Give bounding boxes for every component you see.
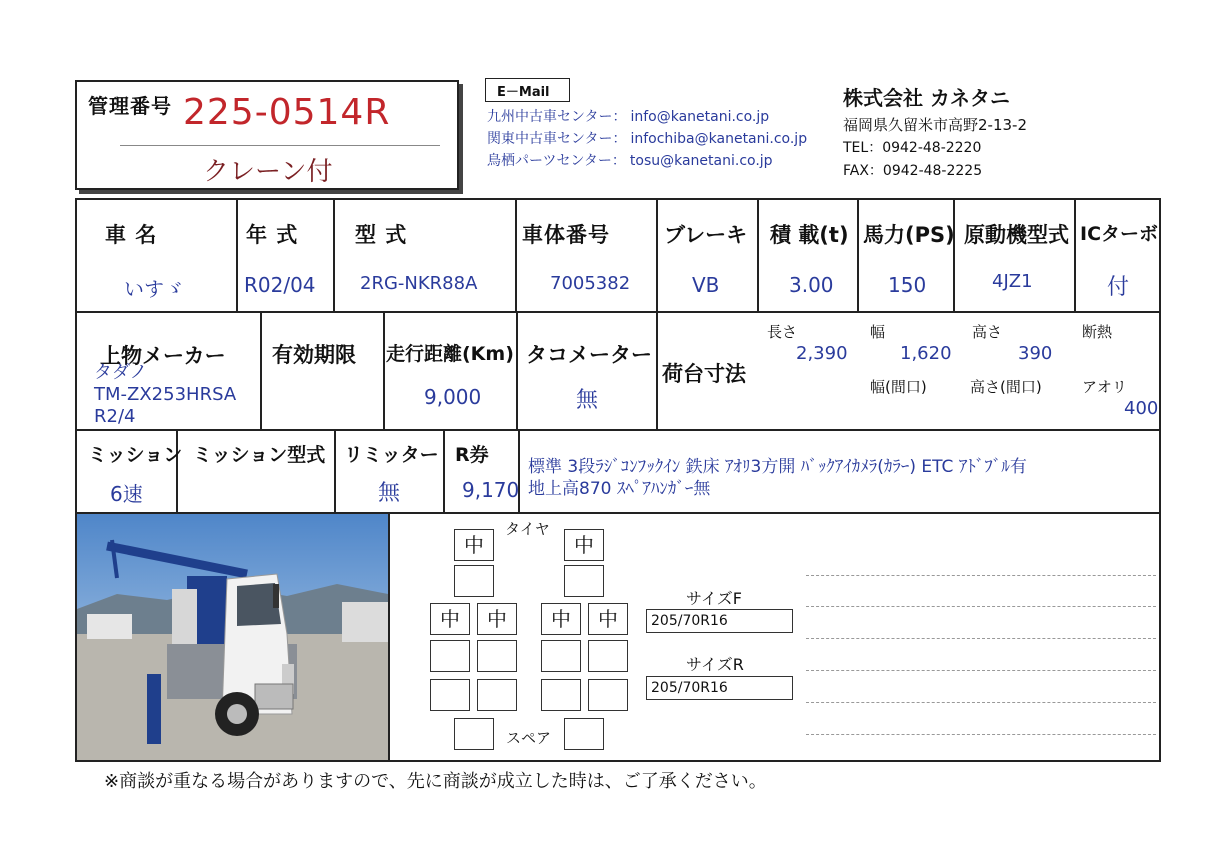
- maker-lines: [94, 362, 236, 428]
- length-label: 長さ: [767, 323, 798, 341]
- email-center: 鳥栖パーツセンター：: [487, 153, 626, 169]
- header-load: 積 載(t): [770, 223, 849, 247]
- tire-box: [454, 565, 494, 597]
- row-divider-2: [75, 429, 1161, 431]
- width-open-label: 幅(間口): [870, 378, 927, 396]
- col-divider: [757, 198, 759, 311]
- tire-box: [588, 640, 628, 672]
- col-divider: [383, 311, 385, 429]
- email-address[interactable]: tosu@kanetani.co.jp: [629, 153, 773, 169]
- mission-label: ミッション: [88, 444, 183, 466]
- maker-label: 上物メーカー: [100, 344, 226, 368]
- subtitle: クレーン付: [203, 157, 333, 187]
- length-value: 2,390: [796, 343, 848, 364]
- note-line: [806, 638, 1156, 639]
- height-value: 390: [1018, 343, 1053, 364]
- maker-model: TM-ZX253HRSA: [94, 384, 237, 405]
- value-engine: 4JZ1: [992, 271, 1033, 292]
- maker-date: R2/4: [94, 406, 136, 427]
- footer-notice: ※商談が重なる場合がありますので、先に商談が成立した時は、ご了承ください。: [104, 771, 767, 792]
- tire-box: [430, 640, 470, 672]
- tire-box: [430, 679, 470, 711]
- size-f-field: 205/70R16: [646, 609, 793, 633]
- email-center: 九州中古車センター：: [487, 109, 627, 125]
- expiry-label: 有効期限: [272, 343, 356, 367]
- tacho-value: 無: [576, 388, 599, 413]
- col-divider: [516, 311, 518, 429]
- header-power: 馬力(PS): [863, 223, 955, 247]
- col-divider: [857, 198, 859, 311]
- height-label: 高さ: [972, 323, 1003, 341]
- tacho-label: タコメーター: [526, 343, 652, 367]
- notes-line-1: 標準 3段ﾗｼﾞｺﾝﾌｯｸｲﾝ 鉄床 ｱｵﾘ3方開 ﾊﾞｯｸｱｲｶﾒﾗ(ｶﾗｰ) ETC ｱﾄﾞﾌﾞﾙ有: [528, 457, 1027, 477]
- cargo-label: 荷台寸法: [662, 362, 746, 386]
- tire-rear-3: 中: [541, 603, 581, 635]
- photo-divider: [388, 512, 390, 762]
- company-tel: TEL：0942-48-2220: [843, 140, 982, 156]
- spare-tire-left: [454, 718, 494, 750]
- header-engine: 原動機型式: [964, 223, 1069, 247]
- tire-front-left: 中: [454, 529, 494, 561]
- width-label: 幅: [870, 323, 886, 341]
- mileage-label: 走行距離(Km): [386, 343, 514, 365]
- note-line: [806, 575, 1156, 576]
- tire-box: [477, 640, 517, 672]
- header-brake: ブレーキ: [664, 223, 748, 247]
- col-divider: [333, 198, 335, 311]
- kanri-label: 管理番号: [88, 94, 172, 118]
- col-divider: [1074, 198, 1076, 311]
- tire-rear-4: 中: [588, 603, 628, 635]
- email-row-kanto: [487, 128, 807, 150]
- header-ic-turbo: ICターボ: [1080, 223, 1159, 245]
- notes-line-2: 地上高870 ｽﾍﾟｱﾊﾝｶﾞｰ無: [528, 479, 711, 499]
- size-r-field: 205/70R16: [646, 676, 793, 700]
- email-address[interactable]: infochiba@kanetani.co.jp: [630, 131, 808, 147]
- tire-box: [477, 679, 517, 711]
- value-ic-turbo: 付: [1107, 275, 1130, 300]
- col-divider: [656, 198, 658, 311]
- col-divider: [260, 311, 262, 429]
- company-name: 株式会社 カネタニ: [843, 86, 1010, 110]
- spare-tire-right: [564, 718, 604, 750]
- kanri-number: 225-0514R: [183, 92, 391, 133]
- limiter-value: 無: [378, 481, 401, 506]
- tire-box: [541, 679, 581, 711]
- tire-rear-1: 中: [430, 603, 470, 635]
- note-line: [806, 606, 1156, 607]
- email-row-tosu: [487, 150, 807, 172]
- header-chassis: 車体番号: [522, 223, 610, 247]
- mission-type-label: ミッション型式: [193, 444, 326, 466]
- tire-label: タイヤ: [505, 520, 550, 538]
- col-divider: [656, 311, 658, 429]
- note-line: [806, 702, 1156, 703]
- tire-box: [564, 565, 604, 597]
- insulation-label: 断熱: [1082, 323, 1113, 341]
- note-line: [806, 734, 1156, 735]
- col-divider: [334, 429, 336, 512]
- kanri-divider: [120, 145, 440, 146]
- tire-rear-2: 中: [477, 603, 517, 635]
- value-car-name: いすゞ: [124, 277, 184, 301]
- limiter-label: リミッター: [344, 444, 439, 466]
- truck-photo-image: [77, 514, 388, 760]
- col-divider: [515, 198, 517, 311]
- height-open-label: 高さ(間口): [970, 378, 1042, 396]
- email-address[interactable]: info@kanetani.co.jp: [630, 109, 770, 125]
- notes: [528, 456, 1027, 500]
- col-divider: [443, 429, 445, 512]
- mileage-value: 9,000: [424, 385, 482, 409]
- value-chassis: 7005382: [550, 273, 631, 294]
- col-divider: [953, 198, 955, 311]
- email-list: [487, 106, 807, 172]
- col-divider: [236, 198, 238, 311]
- aori-value: 400: [1124, 398, 1159, 419]
- spare-label: スペア: [506, 729, 552, 747]
- value-power: 150: [888, 273, 927, 297]
- value-year: R02/04: [244, 273, 316, 297]
- note-line: [806, 670, 1156, 671]
- email-label: E－Mail: [497, 85, 550, 100]
- tire-box: [541, 640, 581, 672]
- mission-value: 6速: [110, 482, 143, 506]
- company-address: 福岡県久留米市高野2-13-2: [843, 116, 1027, 134]
- header-model: 型 式: [355, 223, 408, 247]
- r-ticket-value: 9,170: [462, 478, 520, 502]
- header-car-name: 車 名: [105, 223, 158, 247]
- aori-label: アオリ: [1082, 378, 1127, 396]
- value-load: 3.00: [789, 273, 834, 297]
- value-brake: VB: [692, 273, 720, 297]
- size-r-label: サイズR: [686, 655, 744, 674]
- company-fax: FAX：0942-48-2225: [843, 163, 983, 179]
- header-year: 年 式: [246, 223, 299, 247]
- email-center: 関東中古車センター：: [487, 131, 627, 147]
- r-ticket-label: R券: [455, 444, 489, 466]
- maker-name: タダノ: [94, 362, 148, 383]
- width-value: 1,620: [900, 343, 952, 364]
- size-f-label: サイズF: [686, 589, 742, 608]
- value-model: 2RG-NKR88A: [360, 273, 478, 294]
- row-divider-1: [75, 311, 1161, 313]
- tire-box: [588, 679, 628, 711]
- email-row-kyushu: [487, 106, 807, 128]
- truck-photo: [77, 514, 388, 760]
- tire-front-right: 中: [564, 529, 604, 561]
